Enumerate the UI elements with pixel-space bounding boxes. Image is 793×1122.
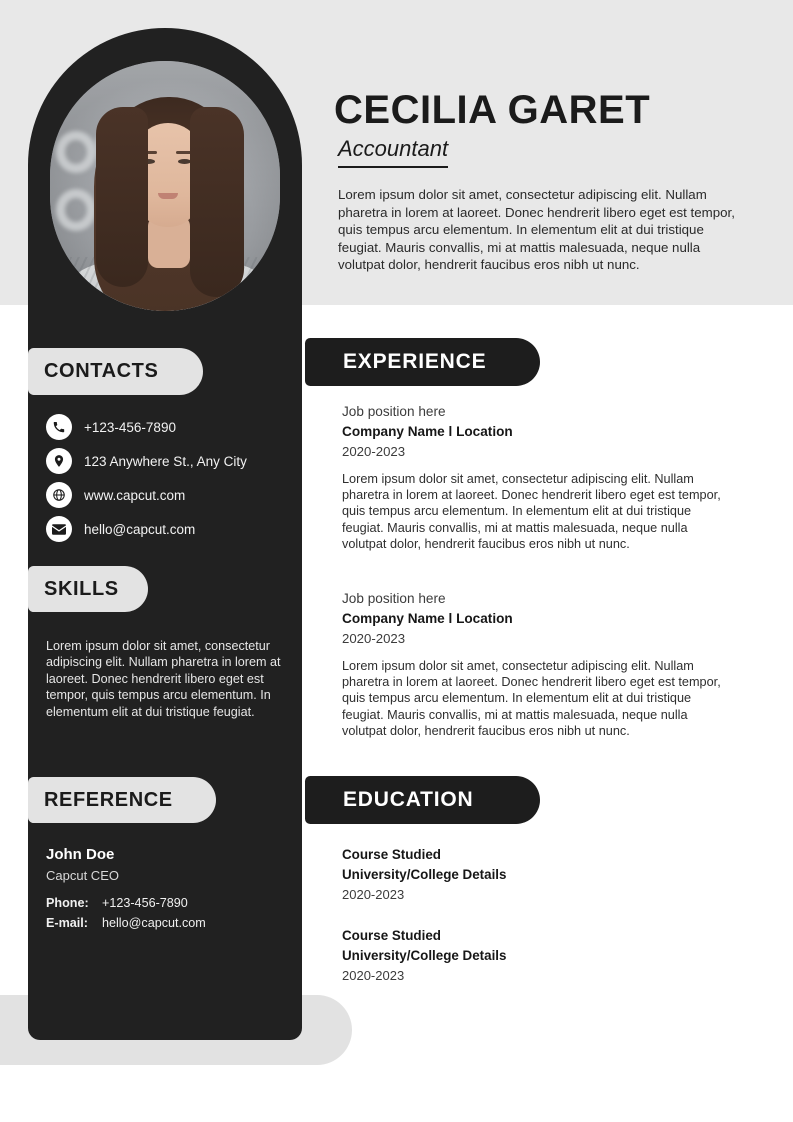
education-course: Course Studied <box>342 847 441 862</box>
section-heading-experience: EXPERIENCE <box>305 338 540 386</box>
contact-value: 123 Anywhere St., Any City <box>84 453 247 469</box>
experience-position: Job position here <box>342 591 446 606</box>
education-course: Course Studied <box>342 928 441 943</box>
avatar-image <box>50 61 280 311</box>
phone-icon <box>46 414 72 440</box>
reference-name: John Doe <box>46 846 115 863</box>
avatar <box>50 61 280 311</box>
globe-icon <box>46 482 72 508</box>
skills-text: Lorem ipsum dolor sit amet, consectetur adipiscing elit. Nullam pharetra in lorem at laoreet. Donec hendrerit libero eget est tempor, quis tempus arcu elementum. In elementum elit at dui tristique feugiat. <box>46 639 281 719</box>
profile-summary: Lorem ipsum dolor sit amet, consectetur adipiscing elit. Nullam pharetra in lorem at laoreet. Donec hendrerit libero eget est tempor, quis tempus arcu elementum. In elementum elit at dui tristique feugiat. Mauris convallis, mi at mattis malesuada, neque nulla volutpat dolor, hendrerit faucibus eros nibh ut nunc. <box>338 187 735 273</box>
list-item[interactable] <box>46 410 296 444</box>
experience-company: Company Name l Location <box>342 611 513 626</box>
section-heading-contacts: CONTACTS <box>28 348 203 395</box>
education-years: 2020-2023 <box>342 968 405 983</box>
experience-item <box>342 402 734 552</box>
reference-contact <box>46 893 284 933</box>
experience-description: Lorem ipsum dolor sit amet, consectetur adipiscing elit. Nullam pharetra in lorem at laoreet. Donec hendrerit libero eget est tempor, quis tempus arcu elementum. In elementum elit at dui tristique feugiat. Mauris convallis, mi at mattis malesuada, neque nulla volutpat dolor, hendrerit faucibus eros nibh ut nunc. <box>342 472 721 551</box>
experience-position: Job position here <box>342 404 446 419</box>
reference-phone-label: Phone: <box>46 896 89 910</box>
experience-company: Company Name l Location <box>342 424 513 439</box>
list-item[interactable] <box>46 444 296 478</box>
experience-item <box>342 589 734 739</box>
education-item <box>342 926 734 986</box>
experience-years: 2020-2023 <box>342 444 406 459</box>
location-pin-icon <box>46 448 72 474</box>
list-item[interactable] <box>46 512 296 546</box>
section-heading-reference: REFERENCE <box>28 777 216 823</box>
reference-email-row <box>46 913 284 933</box>
education-years: 2020-2023 <box>342 887 405 902</box>
page-title: CECILIA GARET <box>334 88 651 132</box>
contact-value: hello@capcut.com <box>84 521 196 537</box>
experience-years: 2020-2023 <box>342 631 406 646</box>
contact-list <box>46 410 296 546</box>
job-title: Accountant <box>338 136 448 168</box>
reference-email-value: hello@capcut.com <box>102 916 206 930</box>
section-heading-education: EDUCATION <box>305 776 540 824</box>
footer-whitespace <box>0 1065 793 1122</box>
education-university: University/College Details <box>342 867 507 882</box>
list-item[interactable] <box>46 478 296 512</box>
reference-phone-row <box>46 893 284 913</box>
envelope-icon <box>46 516 72 542</box>
contact-value: +123-456-7890 <box>84 419 176 435</box>
experience-description: Lorem ipsum dolor sit amet, consectetur adipiscing elit. Nullam pharetra in lorem at laoreet. Donec hendrerit libero eget est tempor, quis tempus arcu elementum. In elementum elit at dui tristique feugiat. Mauris convallis, mi at mattis malesuada, neque nulla volutpat dolor, hendrerit faucibus eros nibh ut nunc. <box>342 659 721 738</box>
education-item <box>342 845 734 905</box>
contact-value: www.capcut.com <box>84 487 186 503</box>
reference-role: Capcut CEO <box>46 868 119 883</box>
reference-email-label: E-mail: <box>46 916 88 930</box>
education-university: University/College Details <box>342 948 507 963</box>
reference-phone-value: +123-456-7890 <box>102 896 188 910</box>
section-heading-skills: SKILLS <box>28 566 148 612</box>
